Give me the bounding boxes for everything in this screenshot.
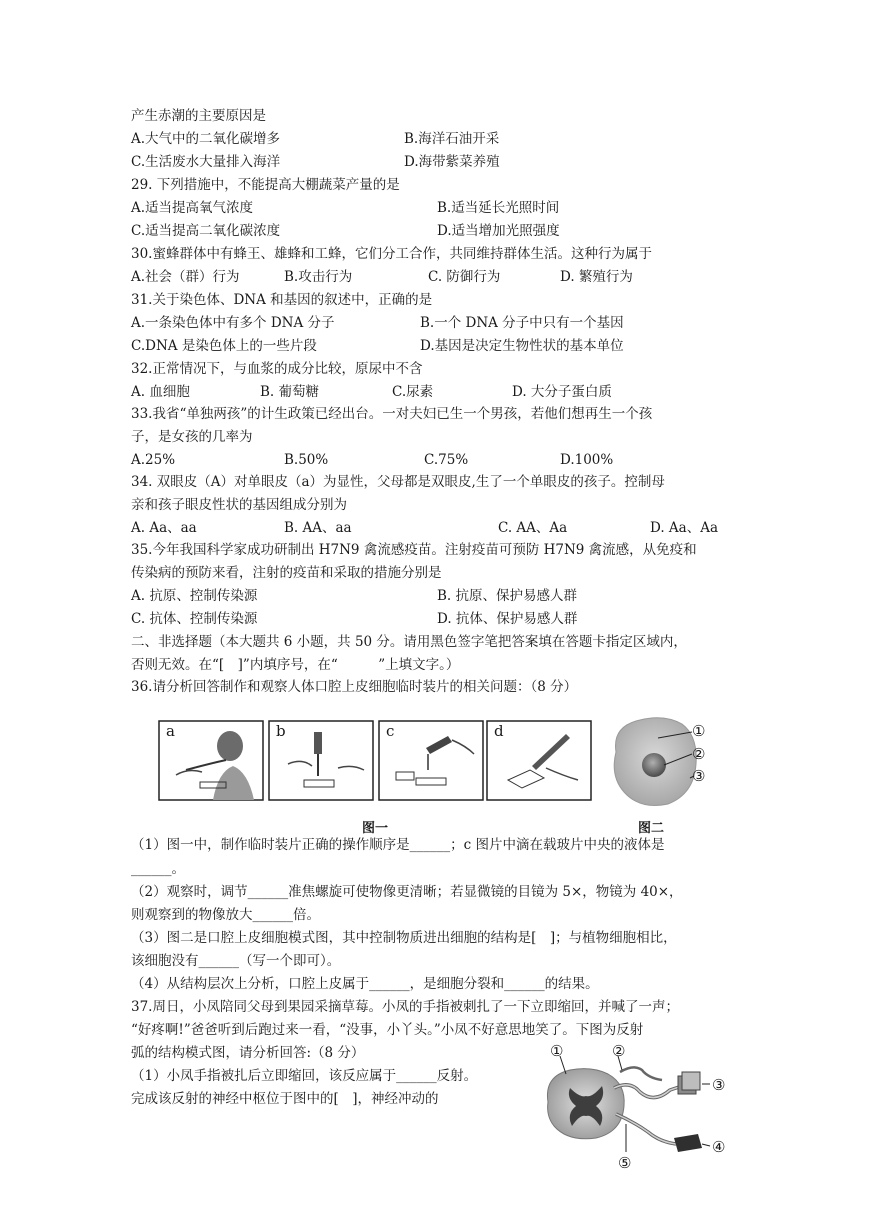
option-a: A.适当提高氧气浓度 — [131, 200, 254, 216]
option-c: C. AA、Aa — [498, 520, 568, 536]
question-34-cont: 亲和孩子眼皮性状的基因组成分别为 — [131, 497, 347, 513]
reflex-marker-1: ① — [550, 1042, 564, 1060]
q36-part3: （3）图二是口腔上皮细胞模式图，其中控制物质进出细胞的结构是[ ]；与植物细胞相比， — [131, 930, 677, 946]
marker-1: ① — [692, 722, 706, 740]
q36-part3-cont: 该细胞没有______（写一个即可）。 — [131, 953, 341, 969]
q37-part1-cont: 完成该反射的神经中枢位于图中的[ ]，神经冲动的 — [131, 1091, 439, 1107]
question-34: 34. 双眼皮（A）对单眼皮（a）为显性，父母都是双眼皮,生了一个单眼皮的孩子。控制母 — [131, 474, 665, 490]
question-31: 31.关于染色体、DNA 和基因的叙述中，正确的是 — [131, 292, 433, 308]
option-a: A. 血细胞 — [131, 384, 190, 400]
q36-part2: （2）观察时，调节______准焦螺旋可使物像更清晰；若显微镜的目镜为 5×，物镜为 40×， — [131, 884, 683, 900]
section-2-heading-cont: 否则无效。在“[ ]”内填序号，在“ ”上填文字。） — [131, 657, 460, 673]
figure-1-panel-c — [379, 721, 483, 800]
option-c: C.生活废水大量排入海洋 — [131, 154, 281, 170]
option-a: A. Aa、aa — [131, 520, 197, 536]
marker-3: ③ — [692, 767, 706, 785]
option-b: B. 抗原、保护易感人群 — [437, 588, 578, 604]
section-2-heading: 二、非选择题（本大题共 6 小题，共 50 分。请用黑色签字笔把答案填在答题卡指定区域内， — [131, 634, 687, 650]
option-a: A.社会（群）行为 — [131, 269, 240, 285]
question-30: 30.蜜蜂群体中有蜂王、雄蜂和工蜂，它们分工合作，共同维持群体生活。这种行为属于 — [131, 246, 652, 262]
option-d: D.100% — [560, 452, 614, 468]
reflex-marker-5: ⑤ — [618, 1154, 632, 1172]
question-35: 35.今年我国科学家成功研制出 H7N9 禽流感疫苗。注射疫苗可预防 H7N9 禽流感，从免疫和 — [131, 542, 697, 558]
option-d: D.基因是决定生物性状的基本单位 — [420, 338, 624, 354]
question-33-cont: 子，是女孩的几率为 — [131, 429, 253, 445]
option-b: B.适当延长光照时间 — [437, 200, 560, 216]
option-a: A. 抗原、控制传染源 — [131, 588, 258, 604]
question-37-cont2: 弧的结构模式图，请分析回答:（8 分） — [131, 1045, 365, 1061]
option-d: D. 抗体、保护易感人群 — [437, 611, 578, 627]
option-c: C.适当提高二氧化碳浓度 — [131, 223, 281, 239]
question-37: 37.周日，小凤陪同父母到果园采摘草莓。小凤的手指被刺扎了一下立即缩回，并喊了一声； — [131, 999, 679, 1015]
option-d: D.适当增加光照强度 — [437, 223, 560, 239]
reflex-marker-2: ② — [612, 1042, 626, 1060]
option-c: C. 防御行为 — [428, 269, 501, 285]
marker-2: ② — [692, 745, 706, 763]
option-c: C.DNA 是染色体上的一些片段 — [131, 338, 317, 354]
option-a: A.一条染色体中有多个 DNA 分子 — [131, 315, 335, 331]
q36-part1-cont: ______。 — [131, 861, 185, 877]
option-b: B.攻击行为 — [284, 269, 353, 285]
option-d: D. 繁殖行为 — [560, 269, 633, 285]
figure-1-caption: 图一 — [362, 821, 389, 836]
panel-label-d: d — [494, 722, 504, 740]
option-d: D.海带紫菜养殖 — [404, 154, 500, 170]
question-32: 32.正常情况下，与血浆的成分比较，原尿中不含 — [131, 361, 423, 377]
option-a: A.大气中的二氧化碳增多 — [131, 131, 281, 147]
figure-1 — [158, 720, 594, 802]
option-d: D. Aa、Aa — [650, 520, 719, 536]
option-c: C.尿素 — [392, 384, 434, 400]
question-37-cont: “好疼啊!”爸爸听到后跑过来一看，“没事，小丫头。”小凤不好意思地笑了。下图为反射 — [131, 1022, 644, 1038]
option-b: B. AA、aa — [284, 520, 352, 536]
q36-part2-cont: 则观察到的物像放大______倍。 — [131, 907, 320, 923]
option-b: B. 葡萄糖 — [260, 384, 320, 400]
option-c: C. 抗体、控制传染源 — [131, 611, 258, 627]
question-33: 33.我省“单独两孩”的计生政策已经出台。一对夫妇已生一个男孩，若他们想再生一个孩 — [131, 406, 653, 422]
option-b: B.50% — [284, 452, 329, 468]
option-b: B.海洋石油开采 — [404, 131, 500, 147]
text-line: 产生赤潮的主要原因是 — [131, 108, 266, 124]
q37-part1: （1）小凤手指被扎后立即缩回，该反应属于______反射。 — [131, 1068, 478, 1084]
panel-label-a: a — [166, 722, 175, 740]
q36-part1: （1）图一中，制作临时装片正确的操作顺序是______；c 图片中滴在载玻片中央的液体是 — [131, 837, 665, 853]
q36-part4: （4）从结构层次上分析，口腔上皮属于______，是细胞分裂和______的结果。 — [131, 976, 599, 992]
question-35-cont: 传染病的预防来看，注射的疫苗和采取的措施分别是 — [131, 565, 442, 581]
reflex-marker-4: ④ — [712, 1138, 726, 1156]
reflex-marker-3: ③ — [712, 1076, 726, 1094]
question-29: 29. 下列措施中，不能提高大棚蔬菜产量的是 — [131, 177, 400, 193]
figure-2-caption: 图二 — [638, 821, 665, 836]
panel-label-c: c — [386, 722, 395, 740]
option-b: B.一个 DNA 分子中只有一个基因 — [420, 315, 624, 331]
option-d: D. 大分子蛋白质 — [512, 384, 612, 400]
panel-label-b: b — [276, 722, 286, 740]
option-c: C.75% — [424, 452, 469, 468]
question-36: 36.请分析回答制作和观察人体口腔上皮细胞临时装片的相关问题：（8 分） — [131, 679, 578, 695]
option-a: A.25% — [131, 452, 176, 468]
figure-3 — [530, 1040, 740, 1174]
